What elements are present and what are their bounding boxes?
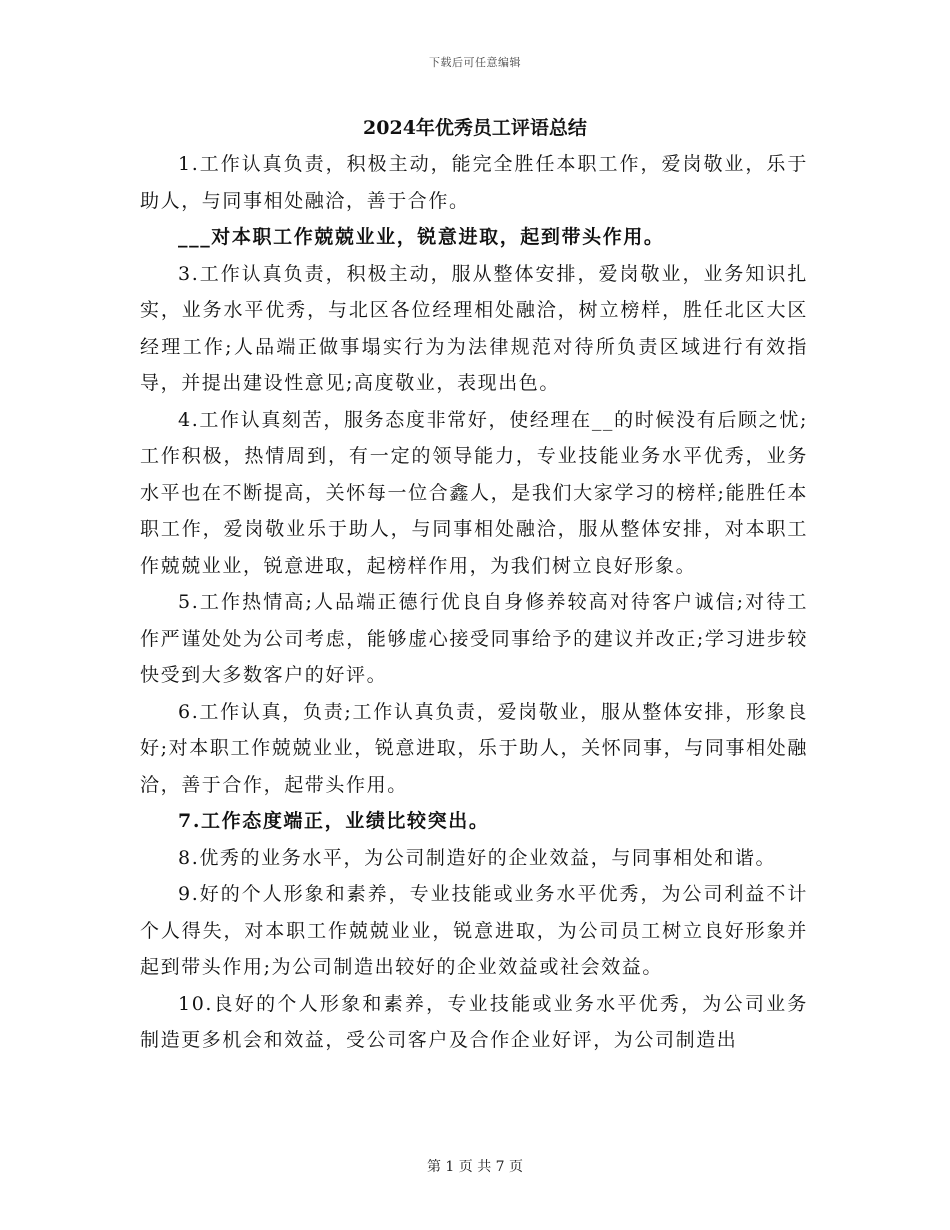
header-note: 下载后可任意编辑 <box>429 56 521 69</box>
paragraph-8: 8.优秀的业务水平，为公司制造好的企业效益，与同事相处和谐。 <box>178 846 777 869</box>
paragraph-3: 3.工作认真负责，积极主动，服从整体安排，爱岗敬业，业务知识扎实，业务水平优秀，与北区各位经理相处融洽，树立榜样，胜任北区大区经理工作;人品端正做事塌实行为为法律规范对待所负责区域进行有效指导，并提出建设性意见;高度敬业，表现出色。 <box>140 262 808 394</box>
paragraph-4: 4.工作认真刻苦，服务态度非常好，使经理在__的时候没有后顾之忧;工作积极，热情周到，有一定的领导能力，专业技能业务水平优秀，业务水平也在不断提高，关怀每一位合鑫人，是我们大家学习的榜样;能胜任本职工作，爱岗敬业乐于助人，与同事相处融洽，服从整体安排，对本职工作兢兢业业，锐意进取，起榜样作用，为我们树立良好形象。 <box>140 408 808 577</box>
paragraph-1: 1.工作认真负责，积极主动，能完全胜任本职工作，爱岗敬业，乐于助人，与同事相处融洽，善于合作。 <box>140 153 808 212</box>
paragraph-6: 6.工作认真，负责;工作认真负责，爱岗敬业，服从整体安排，形象良好;对本职工作兢兢业业，锐意进取，乐于助人，关怀同事，与同事相处融洽，善于合作，起带头作用。 <box>140 700 808 796</box>
paragraph-2: ___对本职工作兢兢业业，锐意进取，起到带头作用。 <box>178 226 665 248</box>
paragraph-7: 7.工作态度端正，业绩比较突出。 <box>178 810 490 832</box>
paragraph-5: 5.工作热情高;人品端正德行优良自身修养较高对待客户诚信;对待工作严谨处处为公司考虑，能够虚心接受同事给予的建议并改正;学习进步较快受到大多数客户的好评。 <box>140 591 808 686</box>
paragraph-9: 9.好的个人形象和素养，专业技能或业务水平优秀，为公司利益不计个人得失，对本职工作兢兢业业，锐意进取，为公司员工树立良好形象并起到带头作用;为公司制造出较好的企业效益或社会效益。 <box>140 883 808 978</box>
page-footer: 第 1 页 共 7 页 <box>426 1159 524 1175</box>
document-body <box>140 146 808 1059</box>
paragraph-10: 10.良好的个人形象和素养，专业技能或业务水平优秀，为公司业务制造更多机会和效益，受公司客户及合作企业好评，为公司制造出 <box>140 992 808 1051</box>
document-title: 2024年优秀员工评语总结 <box>363 117 587 139</box>
